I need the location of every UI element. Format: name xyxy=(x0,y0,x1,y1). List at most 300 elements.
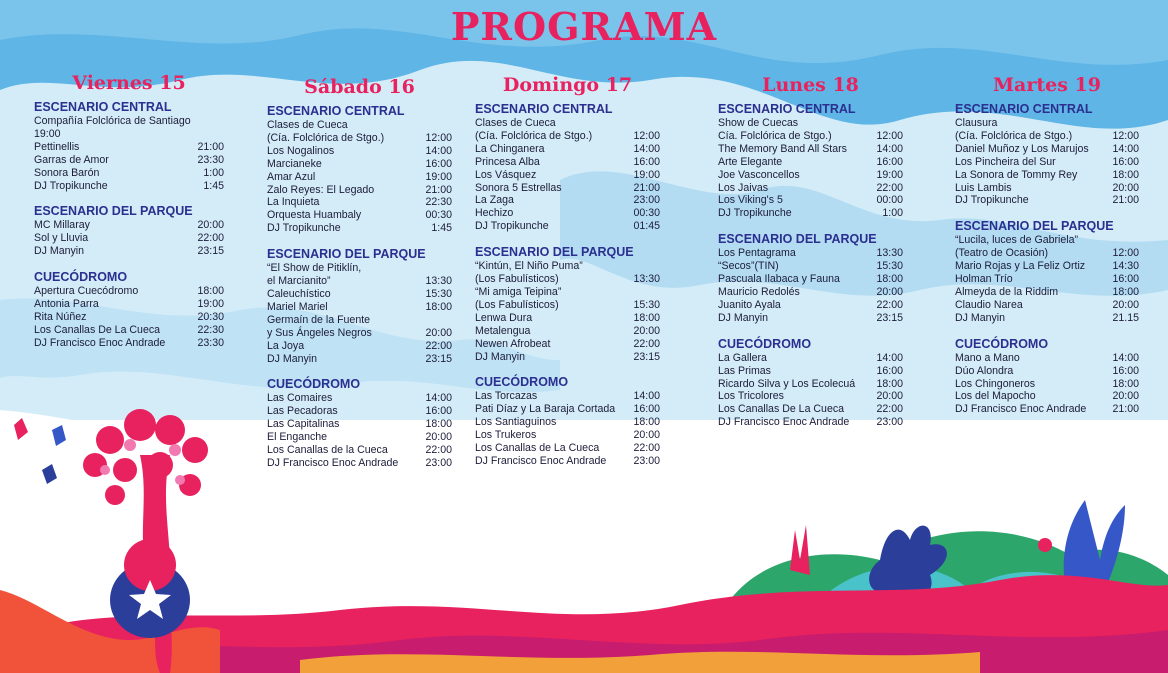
artist-name: La Sonora de Tommy Rey xyxy=(955,168,1078,181)
schedule-row xyxy=(718,169,903,182)
schedule-row xyxy=(475,338,660,351)
schedule-row xyxy=(267,275,452,288)
schedule-row xyxy=(955,273,1139,286)
show-time: 20:00 xyxy=(425,326,452,339)
show-time: 21:00 xyxy=(1112,403,1139,416)
artist-name: DJ Tropikunche xyxy=(955,194,1029,207)
show-time: 13:30 xyxy=(425,275,452,288)
schedule-row xyxy=(267,340,452,353)
show-time: 12:00 xyxy=(1112,129,1139,142)
stage-block xyxy=(955,219,1139,324)
show-time: 16:00 xyxy=(633,403,660,416)
show-time: 21.15 xyxy=(1112,311,1139,324)
schedule-row xyxy=(955,299,1139,312)
stage-title: CUECÓDROMO xyxy=(955,336,1049,351)
page-title: PROGRAMA xyxy=(450,4,718,49)
show-time: 14:00 xyxy=(633,390,660,403)
artist-name: Pati Díaz y La Baraja Cortada xyxy=(475,403,616,416)
show-time: 20:00 xyxy=(425,431,452,444)
show-time: 14:00 xyxy=(876,142,903,155)
schedule-row xyxy=(475,143,660,156)
stage-title: CUECÓDROMO xyxy=(475,375,569,390)
schedule-row xyxy=(267,209,452,222)
day-column-sabado xyxy=(267,76,452,482)
show-time: 16:00 xyxy=(425,405,452,418)
schedule-row xyxy=(475,156,660,169)
show-time: 20:00 xyxy=(1112,298,1139,311)
artist-name: DJ Francisco Enoc Andrade xyxy=(475,454,607,467)
artist-name: Los Canallas De La Cueca xyxy=(718,403,845,416)
artist-name: Pascuala Ilabaca y Fauna xyxy=(718,273,840,286)
show-time: 22:00 xyxy=(876,298,903,311)
show-time: 20:00 xyxy=(876,285,903,298)
schedule-row xyxy=(955,130,1139,143)
show-time: 23:00 xyxy=(425,456,452,469)
schedule-row xyxy=(267,119,452,132)
artist-name: (Cía. Folclórica de Stgo.) xyxy=(267,131,385,144)
schedule-row xyxy=(475,117,660,130)
schedule-row xyxy=(475,194,660,207)
artist-name: “Kintún, El Niño Puma” xyxy=(475,260,583,273)
stage-block xyxy=(267,104,452,235)
schedule-row xyxy=(267,353,452,366)
stage-title: ESCENARIO DEL PARQUE xyxy=(34,204,193,219)
schedule-row xyxy=(267,196,452,209)
artist-name: Antonia Parra xyxy=(34,298,99,311)
artist-name: 19:00 xyxy=(34,127,61,140)
show-time: 19:00 xyxy=(876,168,903,181)
show-time: 16:00 xyxy=(1112,273,1139,286)
show-time: 20:30 xyxy=(197,310,224,323)
show-time: 16:00 xyxy=(425,157,452,170)
artist-name: DJ Tropikunche xyxy=(267,222,341,235)
show-time: 18:00 xyxy=(425,300,452,313)
artist-name: Newen Afrobeat xyxy=(475,337,551,350)
stage-block xyxy=(475,245,660,363)
artist-name: DJ Manyin xyxy=(475,350,526,363)
artist-name: Los Jaivas xyxy=(718,181,769,194)
stage-title: ESCENARIO DEL PARQUE xyxy=(718,232,877,247)
schedule-row xyxy=(267,405,452,418)
schedule-row xyxy=(475,220,660,233)
show-time: 14:00 xyxy=(1112,142,1139,155)
artist-name: MC Millaray xyxy=(34,219,90,232)
artist-name: Mauricio Redolés xyxy=(718,285,800,298)
schedule-row xyxy=(475,273,660,286)
artist-name: Claudio Narea xyxy=(955,298,1023,311)
artist-name: y Sus Ángeles Negros xyxy=(267,326,372,339)
artist-name: El Enganche xyxy=(267,431,328,444)
artist-name: Clases de Cueca xyxy=(267,119,348,131)
show-time: 22:00 xyxy=(425,444,452,457)
show-time: 1:45 xyxy=(431,222,452,235)
schedule-row xyxy=(267,444,452,457)
schedule-row xyxy=(955,234,1139,247)
artist-name: Arte Elegante xyxy=(718,155,783,168)
show-time: 21:00 xyxy=(197,140,224,153)
schedule-row xyxy=(475,325,660,338)
schedule-row xyxy=(267,418,452,431)
stage-block xyxy=(718,102,903,220)
schedule-row xyxy=(955,260,1139,273)
artist-name: (Los Fabulísticos) xyxy=(475,298,559,311)
artist-name: Show de Cuecas xyxy=(718,117,799,129)
schedule-row xyxy=(955,312,1139,325)
schedule-row xyxy=(267,327,452,340)
show-time: 14:00 xyxy=(425,144,452,157)
artist-name: Germaín de la Fuente xyxy=(267,313,371,326)
artist-name: Los Vásquez xyxy=(475,168,537,181)
stage-block xyxy=(718,232,903,324)
artist-name: “Lucila, luces de Gabriela” xyxy=(955,234,1079,247)
schedule-row xyxy=(267,132,452,145)
show-time: 23:15 xyxy=(197,245,224,258)
schedule-row xyxy=(955,182,1139,195)
schedule-row xyxy=(475,182,660,195)
artist-name: DJ Tropikunche xyxy=(475,220,549,233)
show-time: 18:00 xyxy=(1112,168,1139,181)
artist-name: DJ Francisco Enoc Andrade xyxy=(718,416,850,429)
show-time: 18:00 xyxy=(876,273,903,286)
artist-name: (Cía. Folclórica de Stgo.) xyxy=(475,129,593,142)
show-time: 1:45 xyxy=(203,179,224,192)
day-title: Domingo 17 xyxy=(502,74,633,96)
schedule-row xyxy=(475,429,660,442)
schedule-row xyxy=(34,245,224,258)
schedule-row xyxy=(955,169,1139,182)
show-time: 15:30 xyxy=(425,287,452,300)
show-time: 20:00 xyxy=(633,429,660,442)
artist-name: Mariel Mariel xyxy=(267,300,328,313)
stage-block xyxy=(475,375,660,467)
schedule-row xyxy=(34,141,224,154)
stage-title: ESCENARIO CENTRAL xyxy=(267,104,405,118)
show-time: 12:00 xyxy=(425,131,452,144)
artist-name: Princesa Alba xyxy=(475,155,540,168)
artist-name: Almeyda de la Riddim xyxy=(955,285,1059,298)
artist-name: DJ Tropikunche xyxy=(34,179,108,192)
schedule-row xyxy=(955,365,1139,378)
artist-name: Zalo Reyes: El Legado xyxy=(267,183,375,196)
day-column-lunes xyxy=(718,74,903,441)
schedule-row xyxy=(267,184,452,197)
schedule-row xyxy=(955,143,1139,156)
show-time: 18:00 xyxy=(633,311,660,324)
schedule-row xyxy=(475,286,660,299)
schedule-row xyxy=(475,130,660,143)
schedule-row xyxy=(718,299,903,312)
artist-name: Amar Azul xyxy=(267,170,316,183)
schedule-row xyxy=(475,169,660,182)
show-time: 23:30 xyxy=(197,153,224,166)
show-time: 22:00 xyxy=(876,403,903,416)
schedule-row xyxy=(718,390,903,403)
stage-block xyxy=(718,337,903,429)
show-time: 14:30 xyxy=(1112,260,1139,273)
show-time: 18:00 xyxy=(633,416,660,429)
stage-block xyxy=(955,337,1139,417)
artist-name: Los Chingoneros xyxy=(955,377,1036,390)
schedule-row xyxy=(34,311,224,324)
show-time: 16:00 xyxy=(1112,155,1139,168)
show-time: 19:00 xyxy=(633,168,660,181)
artist-name: DJ Tropikunche xyxy=(718,207,792,220)
artist-name: Cía. Folclórica de Stgo.) xyxy=(718,129,832,142)
show-time: 22:30 xyxy=(197,323,224,336)
artist-name: Los Pentagrama xyxy=(718,247,796,260)
show-time: 22:00 xyxy=(876,181,903,194)
schedule-row xyxy=(34,167,224,180)
show-time: 12:00 xyxy=(1112,247,1139,260)
schedule-row xyxy=(718,182,903,195)
artist-name: “Secos”(TIN) xyxy=(718,260,779,273)
day-title: Sábado 16 xyxy=(304,76,415,98)
show-time: 14:00 xyxy=(633,142,660,155)
artist-name: Luis Lambis xyxy=(955,181,1012,194)
stage-block xyxy=(267,377,452,469)
schedule-row xyxy=(718,403,903,416)
schedule-row xyxy=(267,457,452,470)
artist-name: Clausura xyxy=(955,117,998,129)
artist-name: Los Canallas de la Cueca xyxy=(267,444,388,457)
artist-name: Orquesta Huambaly xyxy=(267,209,362,222)
show-time: 21:00 xyxy=(1112,194,1139,207)
artist-name: Sol y Lluvia xyxy=(34,232,89,245)
schedule-row xyxy=(267,262,452,275)
artist-name: Apertura Cuecódromo xyxy=(34,285,139,298)
stage-block xyxy=(34,270,224,350)
artist-name: La Chinganera xyxy=(475,142,545,155)
show-time: 23:15 xyxy=(425,352,452,365)
artist-name: Ricardo Silva y Los Ecolecuá xyxy=(718,377,856,390)
schedule-row xyxy=(718,352,903,365)
schedule-row xyxy=(475,416,660,429)
show-time: 12:00 xyxy=(876,129,903,142)
artist-name: (Cía. Folclórica de Stgo.) xyxy=(955,129,1073,142)
artist-name: La Joya xyxy=(267,339,305,352)
show-time: 23:30 xyxy=(197,336,224,349)
artist-name: DJ Francisco Enoc Andrade xyxy=(34,336,166,349)
stage-block xyxy=(955,102,1139,207)
schedule-row xyxy=(718,365,903,378)
artist-name: Lenwa Dura xyxy=(475,311,533,324)
schedule-row xyxy=(267,314,452,327)
schedule-row xyxy=(718,143,903,156)
artist-name: Los Pincheira del Sur xyxy=(955,155,1056,168)
show-time: 18:00 xyxy=(1112,285,1139,298)
artist-name: Marcianeke xyxy=(267,157,322,170)
schedule-row xyxy=(718,130,903,143)
schedule-row xyxy=(955,378,1139,391)
stage-title: ESCENARIO CENTRAL xyxy=(718,102,856,116)
show-time: 18:00 xyxy=(1112,377,1139,390)
artist-name: Caleuchístico xyxy=(267,287,331,300)
schedule-row xyxy=(718,194,903,207)
artist-name: Metalengua xyxy=(475,324,531,337)
stage-title: CUECÓDROMO xyxy=(34,270,128,285)
schedule-row xyxy=(34,337,224,350)
day-column-domingo xyxy=(475,74,660,480)
show-time: 16:00 xyxy=(1112,364,1139,377)
show-time: 1:00 xyxy=(882,207,903,220)
schedule-row xyxy=(718,260,903,273)
artist-name: Las Capitalinas xyxy=(267,418,340,431)
artist-name: Mano a Mano xyxy=(955,351,1020,364)
schedule-row xyxy=(475,390,660,403)
show-time: 18:00 xyxy=(197,285,224,298)
show-time: 00:30 xyxy=(633,207,660,220)
schedule-row xyxy=(475,455,660,468)
stage-block xyxy=(267,247,452,365)
schedule-row xyxy=(955,286,1139,299)
schedule-row xyxy=(267,145,452,158)
artist-name: “El Show de Pitiklín, xyxy=(267,262,362,275)
stage-title: ESCENARIO DEL PARQUE xyxy=(267,247,426,262)
schedule-row xyxy=(34,180,224,193)
show-time: 23:15 xyxy=(633,350,660,363)
day-title: Viernes 15 xyxy=(72,72,186,94)
artist-name: DJ Francisco Enoc Andrade xyxy=(955,403,1087,416)
schedule-row xyxy=(475,403,660,416)
schedule-row xyxy=(718,156,903,169)
show-time: 00:30 xyxy=(425,209,452,222)
show-time: 22:30 xyxy=(425,196,452,209)
stage-block xyxy=(34,204,224,258)
show-time: 01:45 xyxy=(633,220,660,233)
show-time: 14:00 xyxy=(1112,351,1139,364)
schedule-row xyxy=(955,403,1139,416)
artist-name: Joe Vasconcellos xyxy=(718,168,800,181)
schedule-row xyxy=(34,324,224,337)
show-time: 18:00 xyxy=(876,377,903,390)
show-time: 23:00 xyxy=(633,194,660,207)
artist-name: DJ Manyin xyxy=(955,311,1006,324)
schedule-row xyxy=(475,207,660,220)
artist-name: Los Nogalinos xyxy=(267,144,335,157)
day-title: Martes 19 xyxy=(993,74,1101,96)
show-time: 21:00 xyxy=(425,183,452,196)
schedule-row xyxy=(718,312,903,325)
schedule-row xyxy=(34,232,224,245)
artist-name: DJ Manyin xyxy=(718,311,769,324)
artist-name: Los Santiaguinos xyxy=(475,416,557,429)
show-time: 18:00 xyxy=(425,418,452,431)
stage-title: ESCENARIO CENTRAL xyxy=(475,102,613,116)
stage-title: ESCENARIO DEL PARQUE xyxy=(955,219,1114,234)
artist-name: (Teatro de Ocasión) xyxy=(955,247,1049,260)
show-time: 20:00 xyxy=(1112,181,1139,194)
stage-block xyxy=(475,102,660,233)
show-time: 19:00 xyxy=(425,170,452,183)
schedule-row xyxy=(718,416,903,429)
day-title: Lunes 18 xyxy=(762,74,859,96)
artist-name: Sonora 5 Estrellas xyxy=(475,181,562,194)
artist-name: Las Comaires xyxy=(267,392,333,405)
schedule-row xyxy=(718,207,903,220)
schedule-row xyxy=(267,222,452,235)
show-time: 16:00 xyxy=(876,364,903,377)
schedule-row xyxy=(718,378,903,391)
schedule-row xyxy=(267,158,452,171)
schedule-row xyxy=(718,247,903,260)
artist-name: Los Tricolores xyxy=(718,390,784,403)
schedule-row xyxy=(955,247,1139,260)
schedule-row xyxy=(475,351,660,364)
artist-name: Sonora Barón xyxy=(34,166,100,179)
stage-title: CUECÓDROMO xyxy=(267,377,361,392)
schedule-row xyxy=(267,392,452,405)
artist-name: Las Pecadoras xyxy=(267,405,338,418)
artist-name: DJ Manyin xyxy=(34,245,85,258)
show-time: 22:00 xyxy=(633,442,660,455)
schedule-row xyxy=(718,286,903,299)
show-time: 23:00 xyxy=(633,454,660,467)
day-column-viernes xyxy=(34,72,224,362)
schedule-row xyxy=(267,431,452,444)
schedule-row xyxy=(34,298,224,311)
artist-name: DJ Manyin xyxy=(267,352,318,365)
artist-name: Las Primas xyxy=(718,364,771,377)
schedule-row xyxy=(267,171,452,184)
artist-name: Compañía Folclórica de Santiago xyxy=(34,115,191,127)
show-time: 22:00 xyxy=(425,339,452,352)
schedule-row xyxy=(718,273,903,286)
artist-name: Los Canallas De La Cueca xyxy=(34,323,161,336)
schedule-row xyxy=(475,442,660,455)
artist-name: Los del Mapocho xyxy=(955,390,1036,403)
show-time: 1:00 xyxy=(203,166,224,179)
schedule-row xyxy=(34,115,224,128)
schedule-row xyxy=(34,219,224,232)
artist-name: Los Canallas de La Cueca xyxy=(475,442,600,455)
show-time: 13:30 xyxy=(633,273,660,286)
show-time: 20:00 xyxy=(197,219,224,232)
show-time: 16:00 xyxy=(633,155,660,168)
show-time: 14:00 xyxy=(425,392,452,405)
show-time: 22:00 xyxy=(197,232,224,245)
artist-name: Juanito Ayala xyxy=(718,298,781,311)
artist-name: Dúo Alondra xyxy=(955,364,1014,377)
artist-name: Rita Núñez xyxy=(34,310,87,323)
show-time: 20:00 xyxy=(876,390,903,403)
schedule-row xyxy=(34,154,224,167)
stage-title: ESCENARIO CENTRAL xyxy=(34,100,172,114)
schedule-row xyxy=(955,194,1139,207)
show-time: 21:00 xyxy=(633,181,660,194)
schedule-row xyxy=(475,299,660,312)
artist-name: The Memory Band All Stars xyxy=(718,142,847,155)
show-time: 13:30 xyxy=(876,247,903,260)
day-column-martes xyxy=(955,74,1139,428)
show-time: 00:00 xyxy=(876,194,903,207)
schedule-row xyxy=(34,128,224,141)
artist-name: (Los Fabulísticos) xyxy=(475,273,559,286)
schedule-row xyxy=(955,117,1139,130)
artist-name: Hechizo xyxy=(475,207,514,220)
stage-block xyxy=(34,100,224,192)
show-time: 16:00 xyxy=(876,155,903,168)
stage-title: ESCENARIO CENTRAL xyxy=(955,102,1093,116)
show-time: 20:00 xyxy=(1112,390,1139,403)
artist-name: Clases de Cueca xyxy=(475,117,556,129)
schedule-row xyxy=(34,285,224,298)
artist-name: La Inquieta xyxy=(267,196,320,209)
show-time: 14:00 xyxy=(876,351,903,364)
stage-title: CUECÓDROMO xyxy=(718,336,812,351)
schedule-row xyxy=(718,117,903,130)
artist-name: “Mi amiga Teipina” xyxy=(475,285,562,298)
show-time: 23:00 xyxy=(876,416,903,429)
